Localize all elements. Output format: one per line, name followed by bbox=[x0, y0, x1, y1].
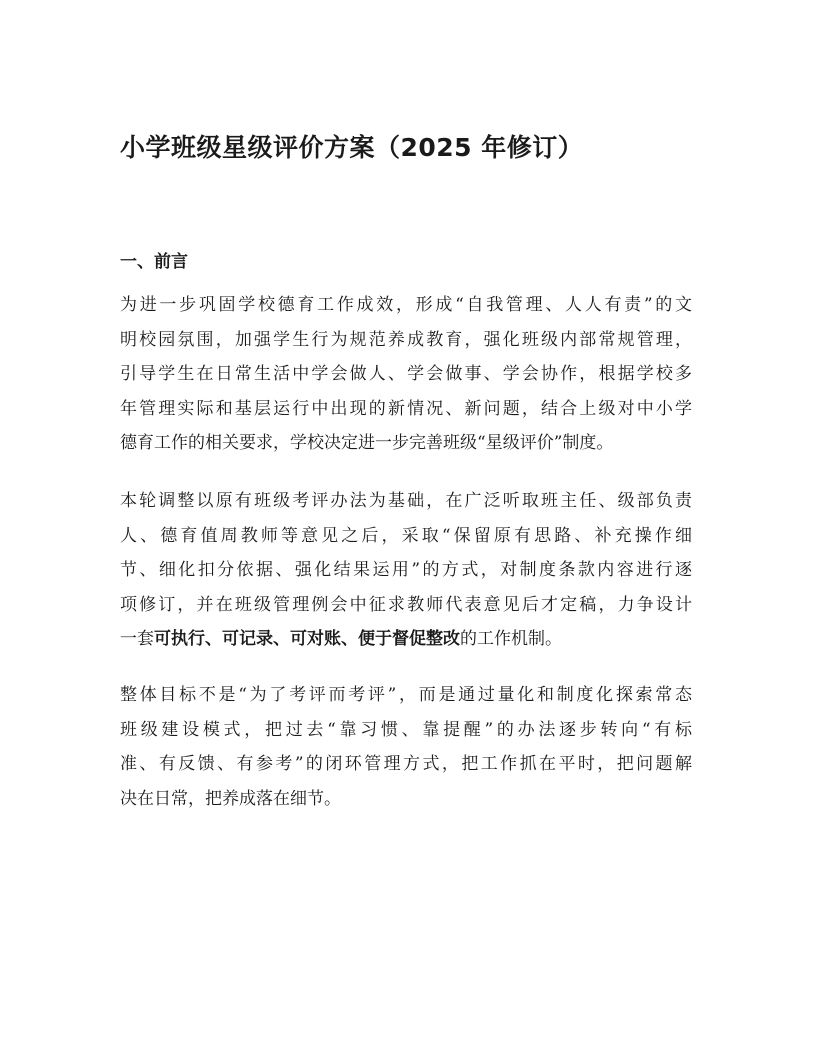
paragraph-line: 班级建设模式，把过去“靠习惯、靠提醒”的办法逐步转向“有标 bbox=[120, 719, 692, 740]
bold-emphasis: 可执行、可记录、可对账、便于督促整改 bbox=[154, 629, 460, 649]
section-heading: 一、前言 bbox=[120, 252, 188, 272]
line-suffix: 的工作机制。 bbox=[460, 629, 562, 649]
paragraph-line: 项修订，并在班级管理例会中征求教师代表意见后才定稿，力争设计 bbox=[120, 594, 692, 615]
paragraph-line: 整体目标不是“为了考评而考评”，而是通过量化和制度化探索常态 bbox=[120, 685, 692, 705]
paragraph-line bbox=[120, 622, 692, 657]
paragraph-intro bbox=[120, 288, 692, 461]
paragraph-adjustment bbox=[120, 484, 692, 657]
paragraph-line: 为进一步巩固学校德育工作成效，形成“自我管理、人人有责”的文 bbox=[120, 295, 692, 315]
paragraph-line: 德育工作的相关要求，学校决定进一步完善班级“星级评价”制度。 bbox=[120, 433, 614, 453]
paragraph-goal bbox=[120, 678, 692, 816]
paragraph-line: 年管理实际和基层运行中出现的新情况、新问题，结合上级对中小学 bbox=[120, 398, 692, 419]
document-title: 小学班级星级评价方案（2025 年修订） bbox=[120, 133, 584, 162]
paragraph-line: 人、德育值周教师等意见之后，采取“保留原有思路、补充操作细 bbox=[120, 525, 692, 546]
paragraph-line: 本轮调整以原有班级考评办法为基础，在广泛听取班主任、级部负责 bbox=[120, 491, 692, 511]
paragraph-line: 准、有反馈、有参考”的闭环管理方式，把工作抓在平时，把问题解 bbox=[120, 754, 692, 774]
paragraph-line: 明校园氛围，加强学生行为规范养成教育，强化班级内部常规管理， bbox=[120, 329, 692, 350]
paragraph-line: 引导学生在日常生活中学会做人、学会做事、学会协作，根据学校多 bbox=[120, 364, 692, 384]
paragraph-line: 节、细化扣分依据、强化结果运用”的方式，对制度条款内容进行逐 bbox=[120, 560, 692, 580]
line-prefix: 一套 bbox=[120, 629, 154, 649]
paragraph-line: 决在日常，把养成落在细节。 bbox=[120, 788, 341, 809]
